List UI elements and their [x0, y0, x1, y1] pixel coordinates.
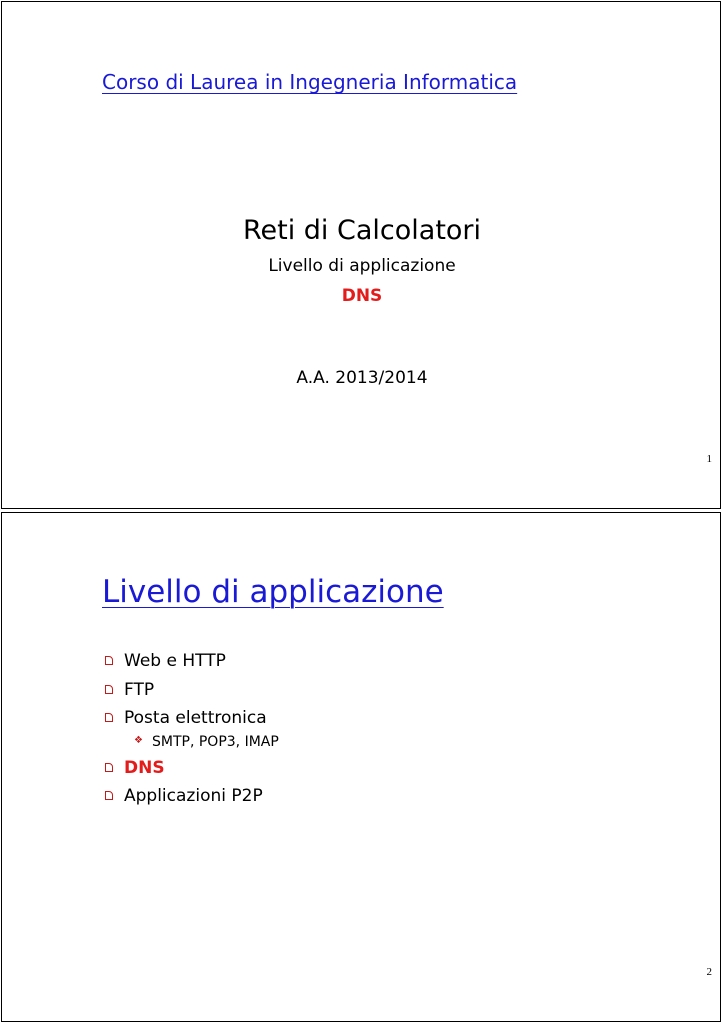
box-bullet-icon [105, 791, 113, 800]
page-number: 1 [706, 453, 712, 465]
list-item-highlighted [105, 758, 279, 778]
list-item [105, 651, 279, 671]
slide-1 [1, 1, 721, 509]
page-number: 2 [706, 966, 712, 978]
list-item [105, 708, 279, 728]
list-item [105, 680, 279, 700]
course-title: Corso di Laurea in Ingegneria Informatica [102, 70, 518, 94]
presentation-subtitle: Livello di applicazione [268, 256, 456, 276]
list-item-label: FTP [124, 679, 155, 700]
bullet-list [105, 651, 279, 815]
academic-year: A.A. 2013/2014 [296, 368, 428, 388]
diamond-bullet-icon: ❖ [134, 734, 143, 746]
list-item-label: Web e HTTP [124, 651, 226, 671]
slide-title: Livello di applicazione [102, 574, 444, 610]
sub-list-item [105, 732, 279, 752]
box-bullet-icon [105, 763, 113, 772]
box-bullet-icon [105, 656, 113, 665]
box-bullet-icon [105, 713, 113, 722]
box-bullet-icon [105, 685, 113, 694]
presentation-title: Reti di Calcolatori [242, 215, 482, 246]
slide-2 [1, 512, 721, 1022]
list-item-label: Applicazioni P2P [124, 786, 263, 806]
sub-list-item-label: SMTP, POP3, IMAP [152, 733, 279, 750]
list-item-label: Posta elettronica [124, 708, 267, 728]
list-item [105, 786, 279, 806]
list-item-label: DNS [124, 757, 165, 778]
presentation-topic: DNS [341, 286, 383, 306]
